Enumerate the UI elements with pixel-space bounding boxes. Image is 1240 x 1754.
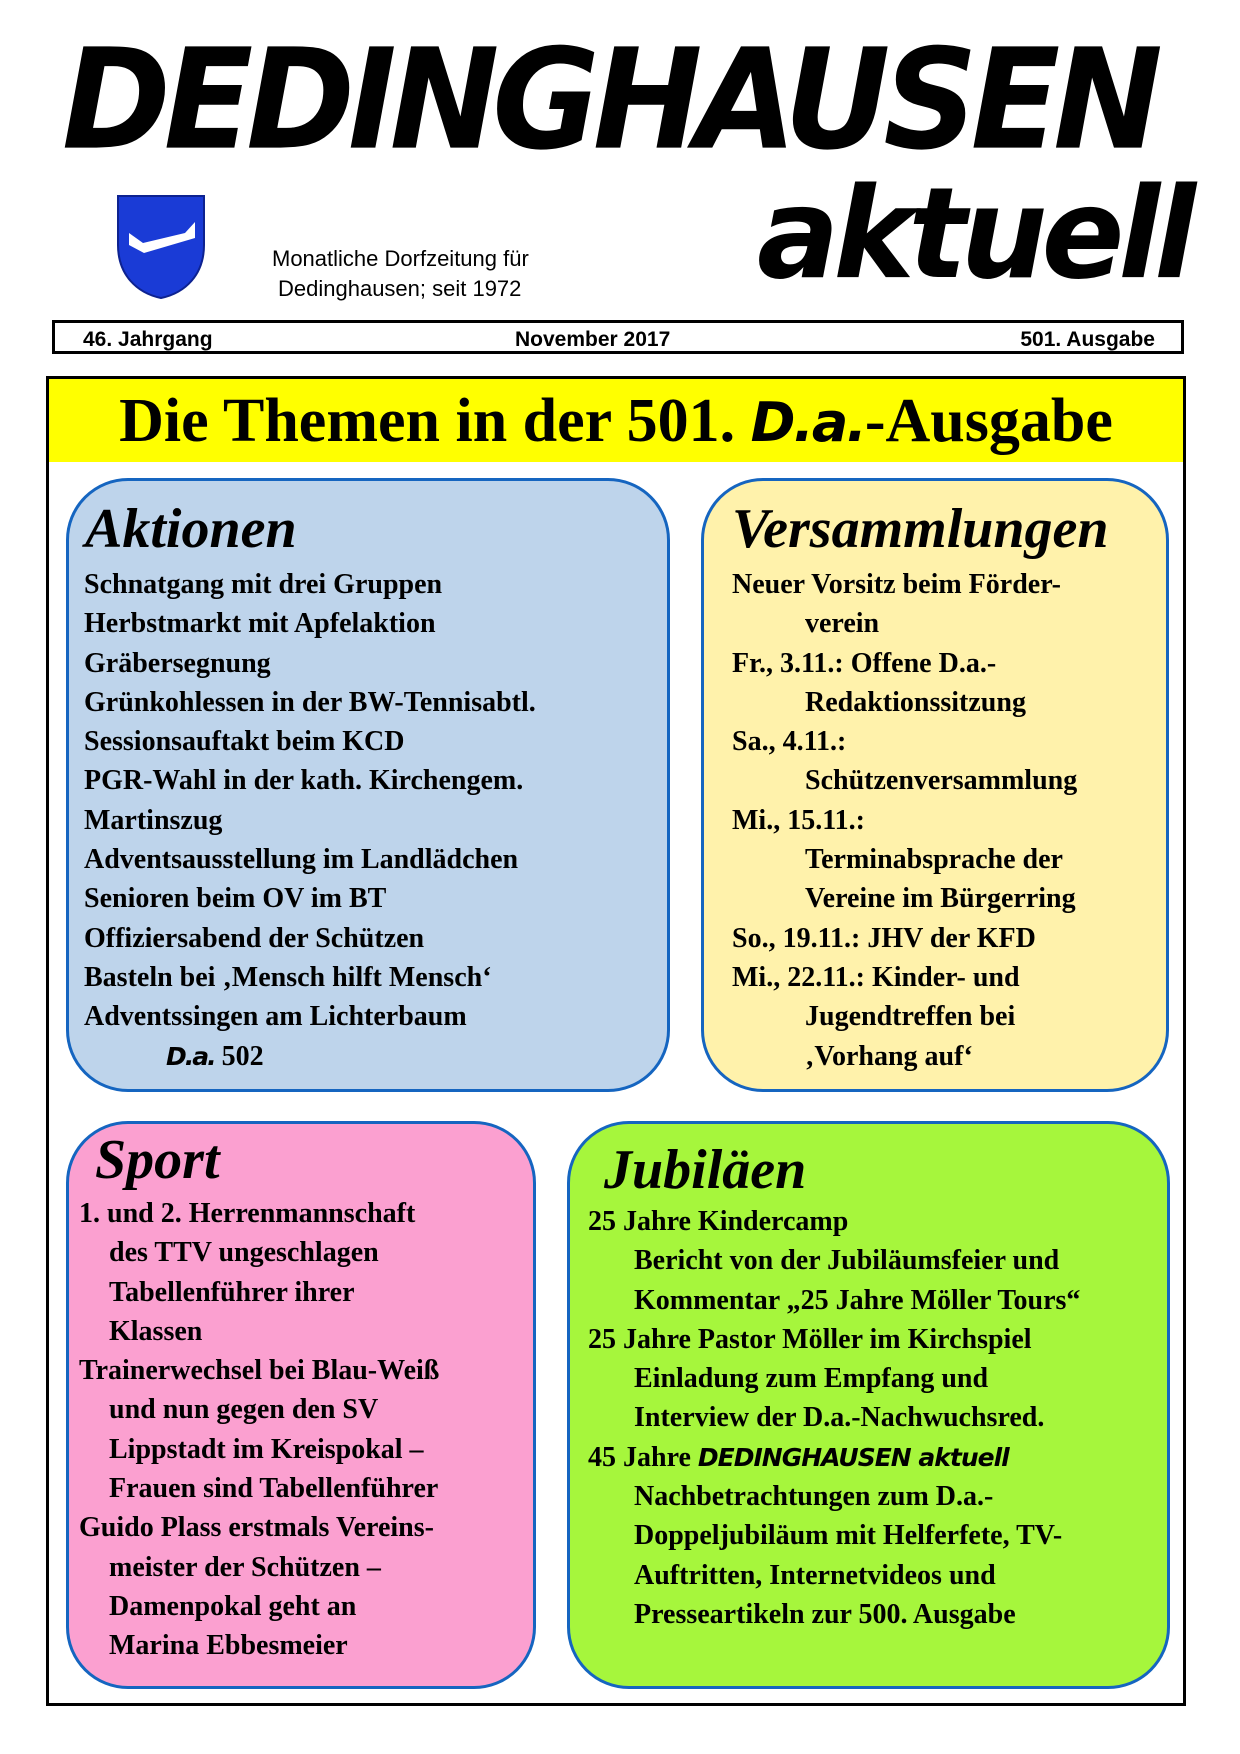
sport-title: Sport xyxy=(95,1129,220,1191)
list-item: Einladung zum Empfang und xyxy=(634,1363,989,1395)
jubilaeen-title: Jubiläen xyxy=(604,1139,807,1201)
issue-number: 501. Ausgabe xyxy=(1020,328,1155,351)
list-item: Klassen xyxy=(109,1315,203,1347)
list-item: Martinszug xyxy=(84,804,223,836)
versammlungen-list xyxy=(732,565,1077,1076)
list-item: Basteln bei ‚Mensch hilft Mensch‘ xyxy=(84,961,492,993)
list-item: Mi., 15.11.: xyxy=(732,804,865,836)
list-item: Herbstmarkt mit Apfelaktion xyxy=(84,608,436,640)
list-item: Sa., 4.11.: xyxy=(732,726,847,758)
list-item: Fr., 3.11.: Offene D.a.- xyxy=(732,647,997,679)
list-item: und nun gegen den SV xyxy=(109,1394,379,1426)
headline-suffix: -Ausgabe xyxy=(864,387,1113,455)
list-item: Guido Plass erstmals Vereins- xyxy=(79,1512,434,1544)
list-item: Kommentar „25 Jahre Möller Tours“ xyxy=(634,1284,1081,1316)
list-item: Schnatgang mit drei Gruppen xyxy=(84,569,443,600)
topics-headline xyxy=(49,379,1183,462)
volume-label: 46. Jahrgang xyxy=(83,328,213,351)
jubilaeen-box xyxy=(567,1121,1170,1689)
masthead-subtitle: aktuell xyxy=(757,160,1191,307)
list-item: 25 Jahre Pastor Möller im Kirchspiel xyxy=(588,1323,1032,1355)
aktionen-title: Aktionen xyxy=(85,498,297,560)
sport-list xyxy=(79,1194,439,1666)
list-item: verein xyxy=(805,608,880,640)
list-item: Presseartikeln zur 500. Ausgabe xyxy=(634,1598,1016,1630)
tagline-line-2: Dedinghausen; seit 1972 xyxy=(278,276,522,301)
next-issue-number: 502 xyxy=(221,1040,264,1072)
list-item: meister der Schützen – xyxy=(109,1551,381,1583)
list-item: ‚Vorhang auf‘ xyxy=(805,1040,973,1072)
aktionen-box xyxy=(66,478,670,1092)
list-item: Bericht von der Jubiläumsfeier und xyxy=(634,1245,1060,1277)
headline-prefix: Die Themen in der 501. xyxy=(119,387,736,455)
issue-date: November 2017 xyxy=(515,328,671,351)
brand-name: DEDINGHAUSEN aktuell xyxy=(697,1442,1009,1472)
list-item: Damenpokal geht an xyxy=(109,1590,357,1622)
sport-box xyxy=(66,1121,536,1689)
list-item: Vereine im Bürgerring xyxy=(805,883,1076,915)
list-item: Doppeljubiläum mit Helferfete, TV- xyxy=(634,1520,1063,1552)
versammlungen-box xyxy=(701,478,1169,1092)
versammlungen-title: Versammlungen xyxy=(732,498,1109,560)
list-item: 25 Jahre Kindercamp xyxy=(588,1206,849,1237)
masthead-title: DEDINGHAUSEN xyxy=(62,18,1156,181)
list-item: Interview der D.a.-Nachwuchsred. xyxy=(634,1402,1045,1434)
next-issue-da: D.a. xyxy=(166,1041,215,1071)
list-item: Jugendtreffen bei xyxy=(805,1001,1016,1033)
list-item: Frauen sind Tabellenführer xyxy=(109,1473,439,1505)
list-item: Auftritten, Internetvideos und xyxy=(634,1559,996,1591)
list-item: Adventssingen am Lichterbaum xyxy=(84,1001,467,1033)
list-item xyxy=(588,1438,1080,1477)
list-item: Adventsausstellung im Landlädchen xyxy=(84,844,519,876)
list-item: Terminabsprache der xyxy=(805,844,1063,876)
list-item: Lippstadt im Kreispokal – xyxy=(109,1433,424,1465)
list-item: Sessionsauftakt beim KCD xyxy=(84,726,405,758)
issue-info-bar xyxy=(52,320,1184,354)
list-item: Neuer Vorsitz beim Förder- xyxy=(732,569,1061,600)
list-item: Senioren beim OV im BT xyxy=(84,883,387,915)
list-item: Grünkohlessen in der BW-Tennisabtl. xyxy=(84,686,536,718)
aktionen-list xyxy=(84,565,536,1076)
anniversary-prefix: 45 Jahre xyxy=(588,1441,691,1473)
list-item: Marina Ebbesmeier xyxy=(109,1630,348,1662)
tagline-line-1: Monatliche Dorfzeitung für xyxy=(272,246,529,271)
list-item: des TTV ungeschlagen xyxy=(109,1237,379,1269)
list-item: Mi., 22.11.: Kinder- und xyxy=(732,961,1020,993)
coat-of-arms-icon xyxy=(115,193,207,301)
list-item: Redaktionssitzung xyxy=(805,686,1026,718)
list-item: PGR-Wahl in der kath. Kirchengem. xyxy=(84,765,524,797)
list-item: Gräbersegnung xyxy=(84,647,271,679)
jubilaeen-list xyxy=(588,1202,1080,1634)
list-item xyxy=(84,1037,536,1076)
list-item: So., 19.11.: JHV der KFD xyxy=(732,922,1036,954)
list-item: Schützenversammlung xyxy=(805,765,1078,797)
list-item: Nachbetrachtungen zum D.a.- xyxy=(634,1481,994,1513)
list-item: 1. und 2. Herrenmannschaft xyxy=(79,1198,416,1229)
tagline xyxy=(272,244,529,304)
headline-da: D.a. xyxy=(750,391,865,454)
list-item: Offiziersabend der Schützen xyxy=(84,922,425,954)
list-item: Tabellenführer ihrer xyxy=(109,1276,355,1308)
list-item: Trainerwechsel bei Blau-Weiß xyxy=(79,1355,440,1387)
